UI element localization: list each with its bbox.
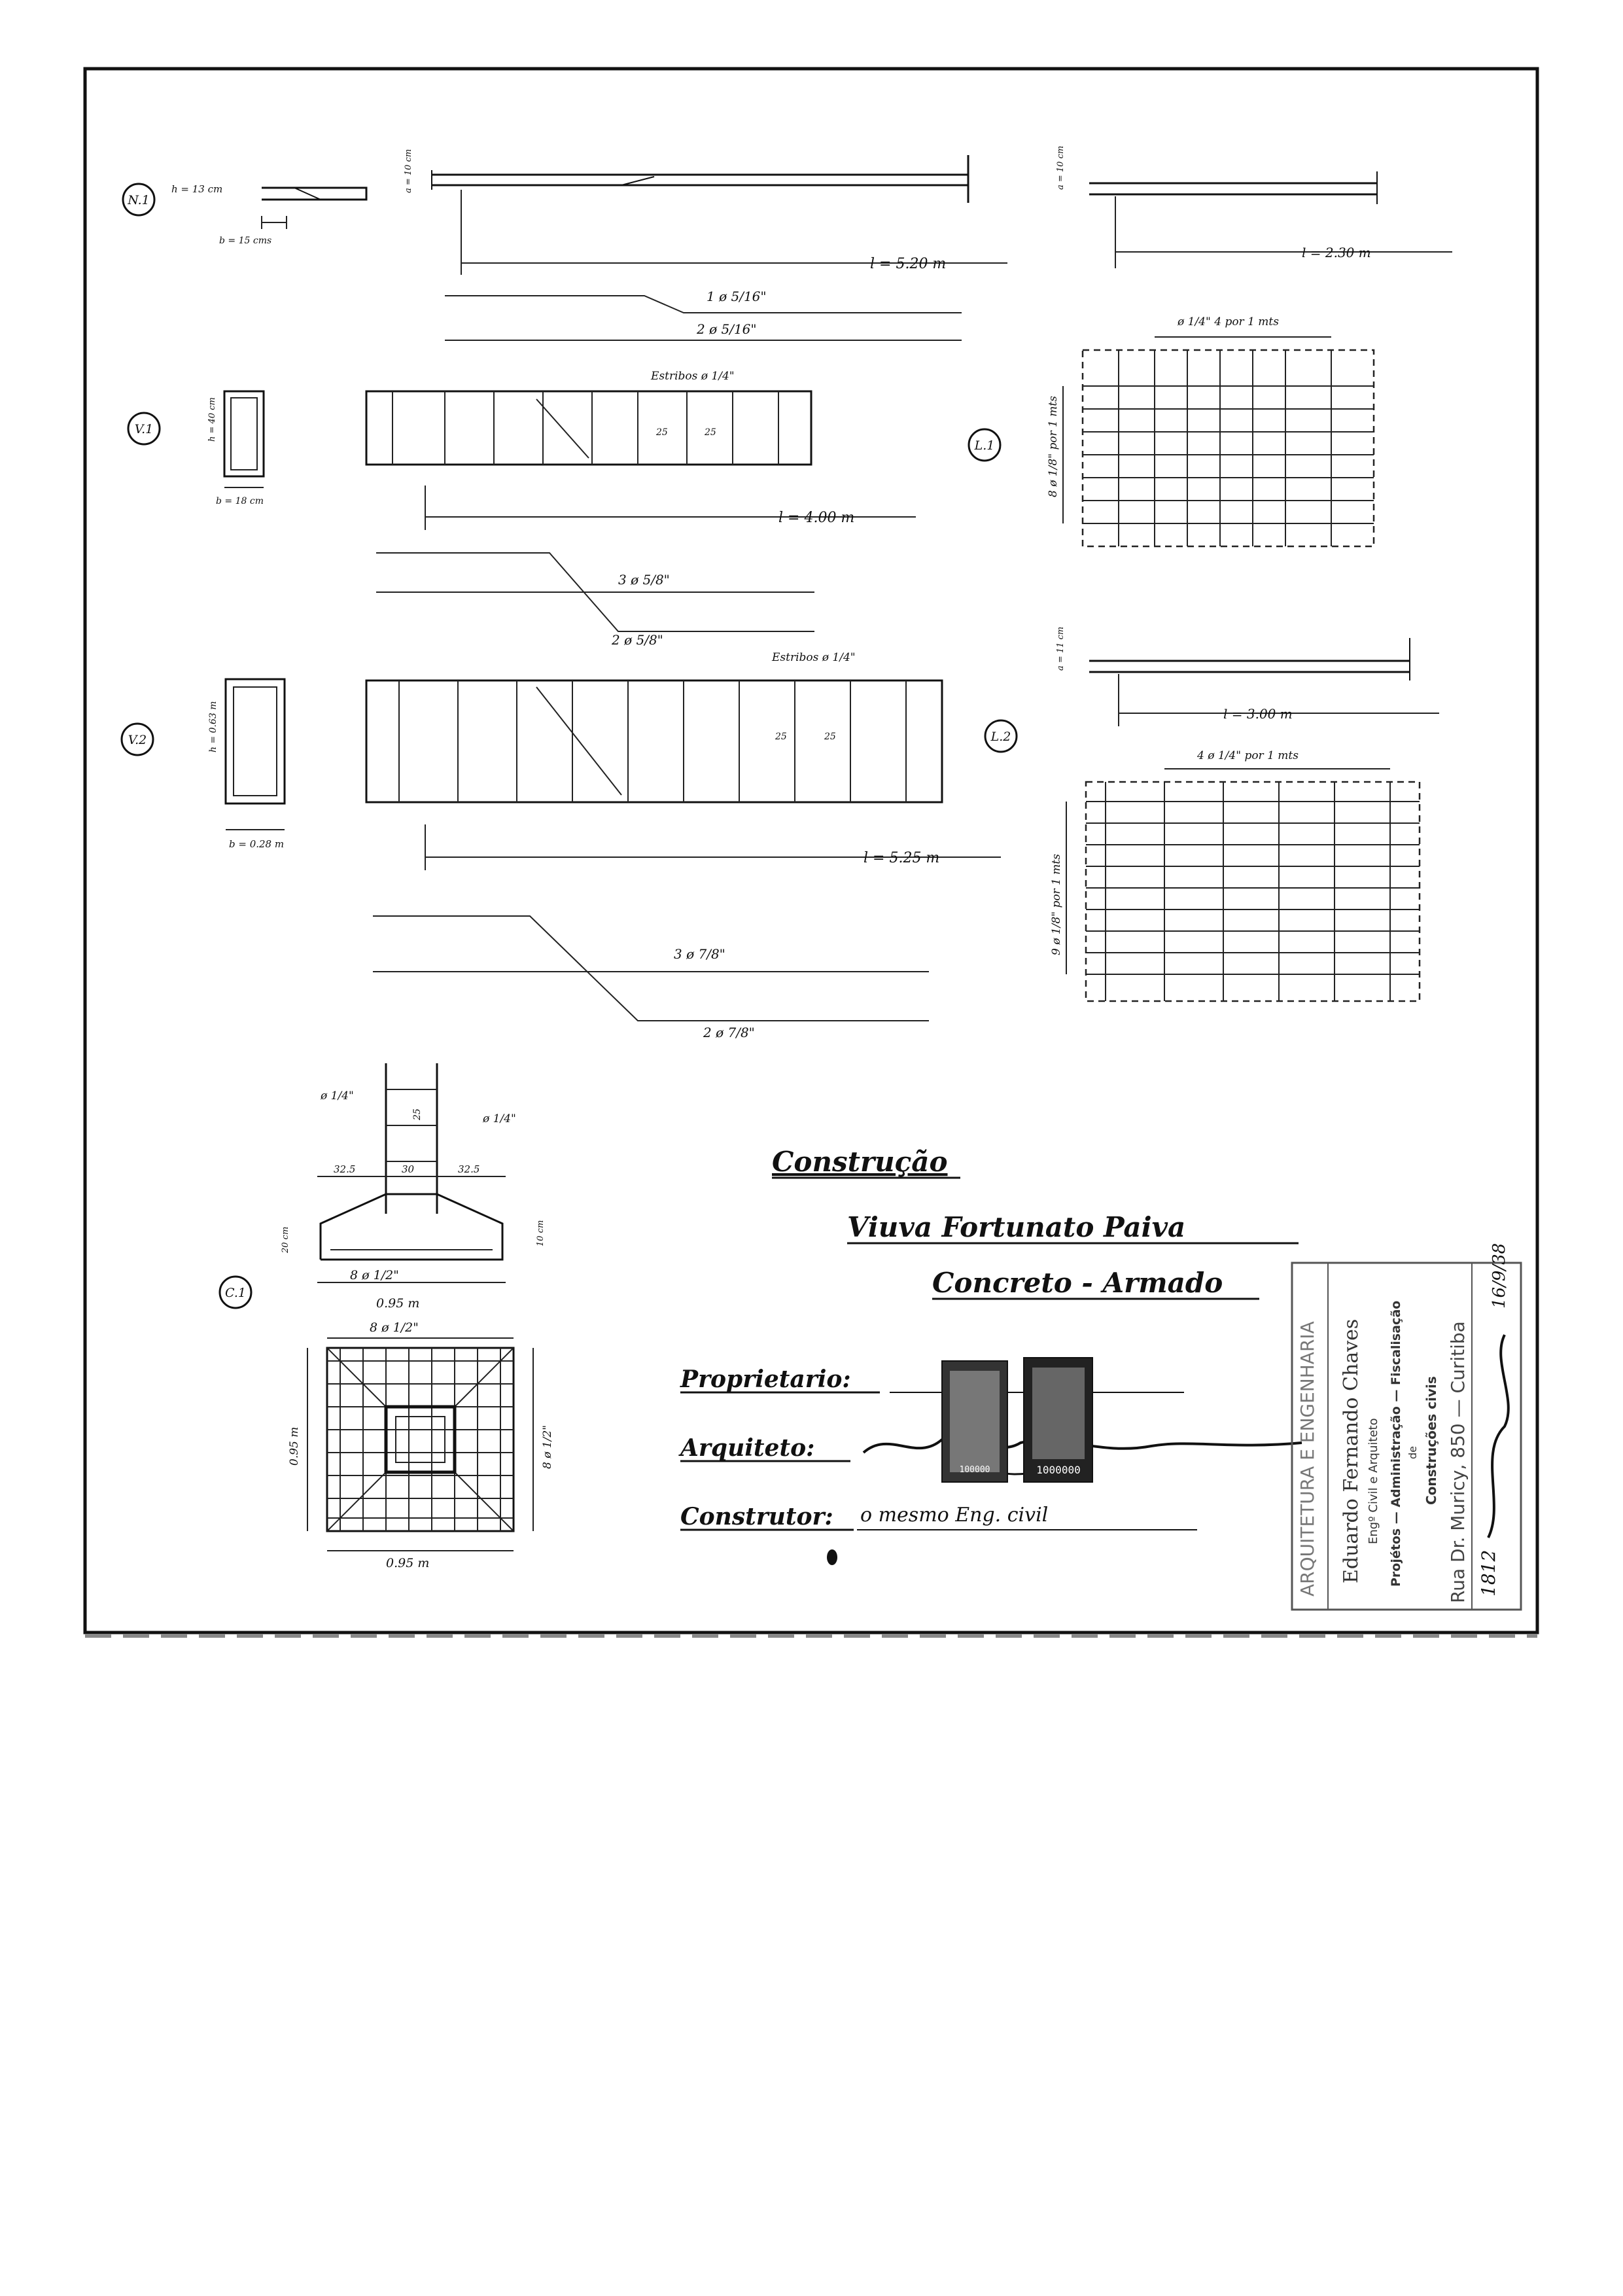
v1-spacing-2: 25 <box>705 427 716 438</box>
c1-plan-top-bars: 8 ø 1/2" <box>370 1320 419 1335</box>
v1-bar-bottom: 2 ø 5/8" <box>612 632 663 648</box>
v2-bar-top: 3 ø 7/8" <box>674 946 725 962</box>
l2-thickness: a = 11 cm <box>1056 626 1066 671</box>
v2-bar-bottom: 2 ø 7/8" <box>703 1025 755 1040</box>
v2-tag: V.2 <box>128 733 147 747</box>
v2-stirrups: Estribos ø 1/4" <box>772 651 856 664</box>
c1-top-right-bar: ø 1/4" <box>483 1112 516 1125</box>
l2-bars-side: 9 ø 1/8" por 1 mts <box>1050 854 1063 955</box>
v1-spacing-1: 25 <box>656 427 668 438</box>
c1-tag: C.1 <box>225 1286 246 1300</box>
c1-bottom-bars: 8 ø 1/2" <box>350 1268 399 1282</box>
l1-bars-top: ø 1/4" 4 por 1 mts <box>1178 315 1279 328</box>
v1-span: l = 4.00 m <box>778 510 855 526</box>
c1-width-section: 0.95 m <box>376 1296 420 1311</box>
ink-dot <box>827 1549 837 1565</box>
n1-bar-top: 1 ø 5/16" <box>707 289 767 304</box>
c1-dim-left: 32.5 <box>334 1163 356 1175</box>
v1-bar-top: 3 ø 5/8" <box>618 572 670 588</box>
l1-span: l = 2.30 m <box>1302 245 1371 260</box>
stamp-address: Rua Dr. Muricy, 850 — Curitiba <box>1447 1321 1469 1603</box>
stamp-number: 1812 <box>1478 1549 1499 1597</box>
c1-dim-mid: 30 <box>402 1163 415 1175</box>
stamp-services: Projétos — Administração — Fiscalisação <box>1389 1300 1403 1587</box>
c1-dim-right: 32.5 <box>458 1163 480 1175</box>
n1-height: h = 13 cm <box>171 183 223 195</box>
l2-span: l = 3.00 m <box>1223 706 1293 722</box>
v2-height: h = 0.63 m <box>208 701 218 752</box>
n1-thickness: a = 10 cm <box>404 149 413 193</box>
builder-value: o mesmo Eng. civil <box>860 1504 1049 1527</box>
stamp-name: Eduardo Fernando Chaves <box>1340 1318 1363 1583</box>
stamp-date: 16/9/38 <box>1490 1243 1509 1309</box>
title-line-1: Construção <box>772 1146 948 1178</box>
l1-bars-side: 8 ø 1/8" por 1 mts <box>1047 396 1060 497</box>
v1-width: b = 18 cm <box>216 496 264 506</box>
c1-plan-right-bars: 8 ø 1/2" <box>541 1424 554 1469</box>
v2-span: l = 5.25 m <box>864 850 940 866</box>
l2-tag: L.2 <box>990 730 1011 744</box>
owner-label: Proprietario: <box>680 1366 851 1393</box>
c1-plan-height: 0.95 m <box>288 1426 301 1466</box>
stamp-title: Engº Civil e Arquiteto <box>1367 1418 1380 1544</box>
c1-plan-width: 0.95 m <box>386 1556 430 1570</box>
stamp-works: Construções civis <box>1423 1376 1439 1505</box>
stamp-frame-text: ARQUITETURA E ENGENHARIA <box>1297 1321 1318 1597</box>
c1-top-left-bar: ø 1/4" <box>321 1089 354 1103</box>
c1-height-left: 20 cm <box>281 1226 290 1253</box>
v1-height: h = 40 cm <box>207 397 217 442</box>
n1-bar-bottom: 2 ø 5/16" <box>697 321 757 337</box>
l2-bars-top: 4 ø 1/4" por 1 mts <box>1197 749 1299 762</box>
tax-stamp-1-value: 100000 <box>959 1465 990 1475</box>
n1-width: b = 15 cms <box>219 236 272 246</box>
stamp-de: de <box>1406 1446 1419 1459</box>
c1-height-right: 10 cm <box>536 1220 546 1246</box>
title-line-3: Concreto - Armado <box>932 1267 1223 1299</box>
v1-tag: V.1 <box>134 422 154 436</box>
n1-tag: N.1 <box>128 193 150 207</box>
architect-label: Arquiteto: <box>680 1434 815 1462</box>
v1-stirrups: Estribos ø 1/4" <box>651 370 735 383</box>
tax-stamp-2-value: 1000000 <box>1036 1464 1081 1476</box>
c1-stirrup-spacing: 25 <box>412 1108 423 1120</box>
v2-spacing-1: 25 <box>775 732 787 742</box>
n1-span: l = 5.20 m <box>870 256 947 272</box>
v2-width: b = 0.28 m <box>229 838 285 850</box>
l1-thickness: a = 10 cm <box>1056 145 1066 190</box>
l1-tag: L.1 <box>974 438 995 453</box>
v2-spacing-2: 25 <box>824 732 836 742</box>
title-line-2: Viuva Fortunato Paiva <box>847 1211 1186 1243</box>
builder-label: Construtor: <box>680 1503 833 1530</box>
